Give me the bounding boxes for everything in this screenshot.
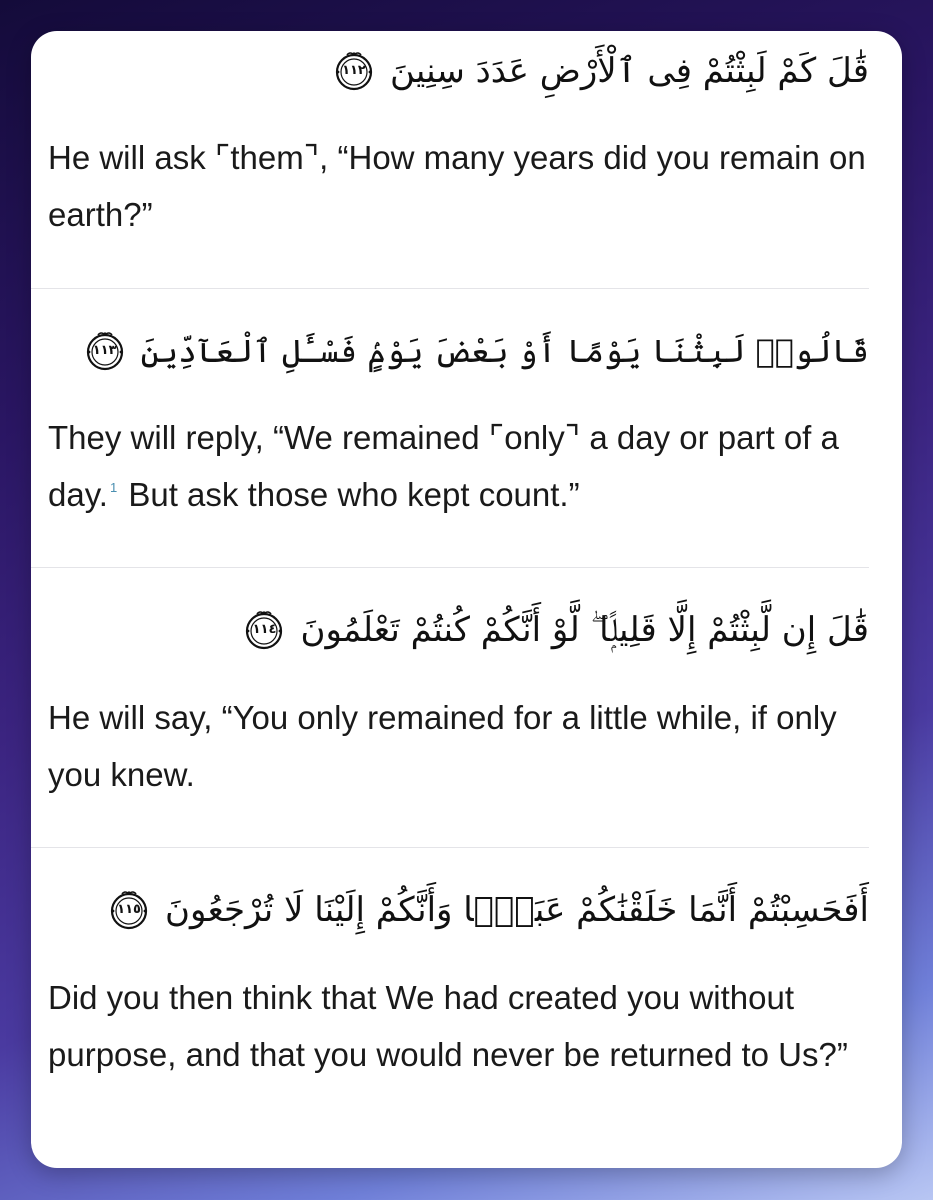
verse-113-number: ١١٣ bbox=[92, 343, 117, 358]
verse-114-number: ١١٤ bbox=[252, 622, 277, 637]
verse-112-number: ١١٢ bbox=[342, 63, 366, 78]
verse-113-translation-part-2: But ask those who kept count.” bbox=[119, 476, 580, 513]
verse-114-arabic: قَٰلَ إِن لَّبِثْتُمْ إِلَّا قَلِيلًۭا ۖ لَّوْ أَنَّكُمْ كُنتُمْ تَعْلَمُونَ bbox=[300, 609, 869, 650]
verse-114-translation: He will say, “You only remained for a little while, if only you knew. bbox=[48, 699, 837, 793]
ayah-marker-icon bbox=[242, 608, 286, 652]
verse-112-translation: He will ask ⌜them⌝, “How many years did you remain on earth?” bbox=[48, 139, 866, 233]
ayah-marker-icon bbox=[83, 329, 127, 373]
verse-113-translation bbox=[48, 409, 868, 523]
footnote-marker-link[interactable]: 1 bbox=[109, 480, 118, 495]
verse-115-translation: Did you then think that We had created you without purpose, and that you would never be returned to Us?” bbox=[48, 979, 848, 1073]
ayah-marker-icon bbox=[332, 49, 376, 93]
verse-113-arabic: قَالُوا۟ لَبِثْنَا يَوْمًا أَوْ بَعْضَ يَوْمٍۢ فَسْـَٔلِ ٱلْعَآدِّينَ bbox=[140, 331, 869, 370]
verse-114-arabic-row bbox=[242, 608, 869, 652]
verse-115-number: ١١٥ bbox=[117, 902, 141, 917]
divider bbox=[31, 847, 869, 848]
verse-112-arabic-row bbox=[332, 49, 869, 93]
divider bbox=[31, 288, 869, 289]
verse-113-arabic-row bbox=[83, 329, 869, 373]
verse-113-translation-part-1: They will reply, “We remained ⌜only⌝ a day or part of a day. bbox=[48, 419, 839, 513]
verse-112-arabic: قَٰلَ كَمْ لَبِثْتُمْ فِى ٱلْأَرْضِ عَدَدَ سِنِينَ bbox=[389, 50, 869, 91]
verses-card bbox=[31, 31, 902, 1168]
ayah-marker-icon bbox=[107, 888, 151, 932]
verse-115-arabic: أَفَحَسِبْتُمْ أَنَّمَا خَلَقْنَٰكُمْ عَبَثًۭا وَأَنَّكُمْ إِلَيْنَا لَا تُرْجَعُونَ bbox=[165, 889, 869, 930]
divider bbox=[31, 567, 869, 568]
verse-115-arabic-row bbox=[107, 888, 869, 932]
